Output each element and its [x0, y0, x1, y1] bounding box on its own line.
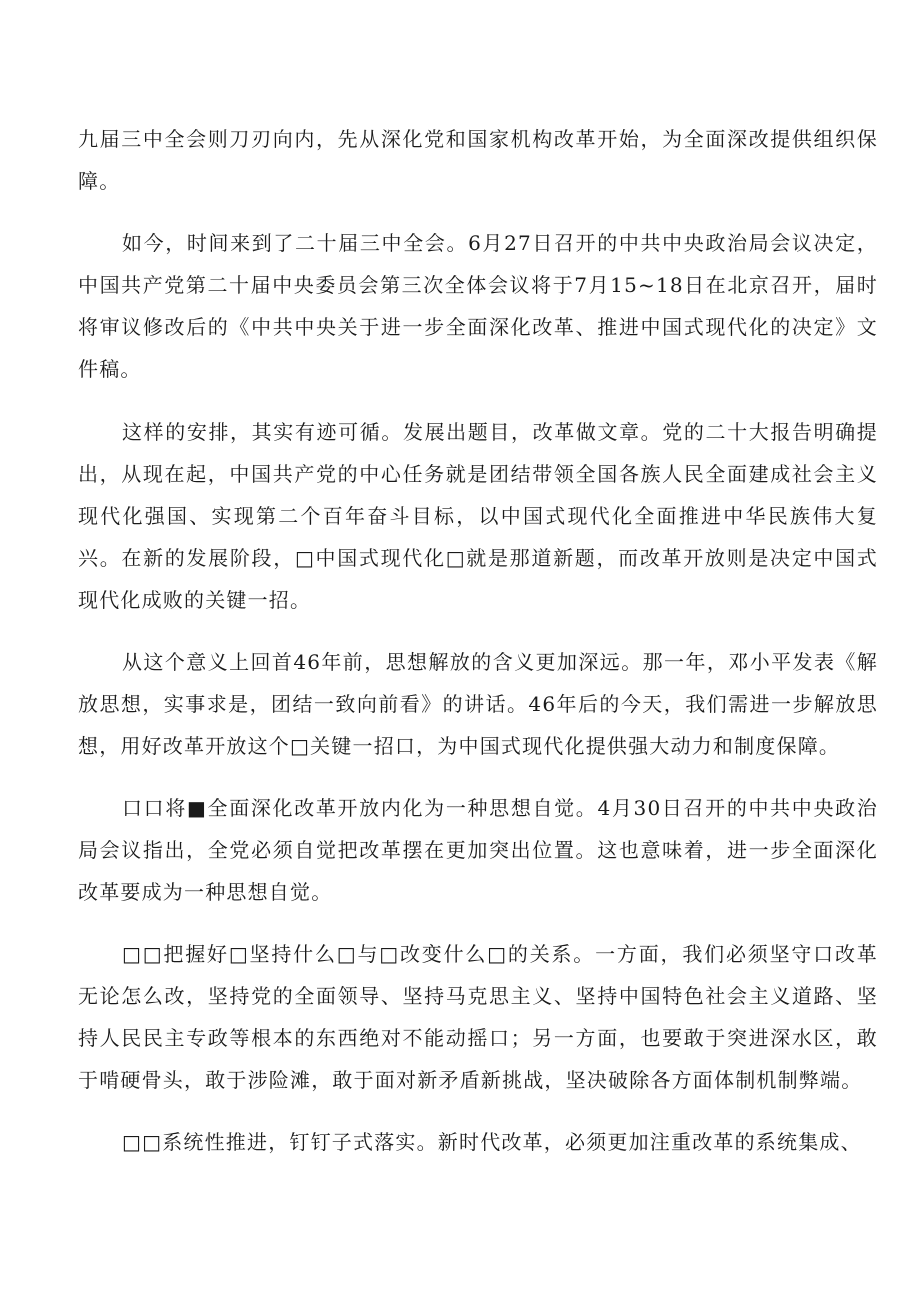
paragraph-6: □□把握好□坚持什么□与□改变什么□的关系。一方面，我们必须坚守口改革无论怎么改，坚持党的全面领导、坚持马克思主义、坚持中国特色社会主义道路、坚持人民民主专政等根本的东西绝对不能动摇口；另一方面，也要敢于突进深水区，敢于啃硬骨头，敢于涉险滩，敢于面对新矛盾新挑战，坚决破除各方面体制机制弊端。: [78, 942, 878, 1092]
paragraph-4: 从这个意义上回首46年前，思想解放的含义更加深远。那一年，邓小平发表《解放思想，实事求是，团结一致向前看》的讲话。46年后的今天，我们需进一步解放思想，用好改革开放这个□关键一招口，为中国式现代化提供强大动力和制度保障。: [78, 650, 878, 758]
paragraph-1: 九届三中全会则刀刃向内，先从深化党和国家机构改革开始，为全面深改提供组织保障。: [78, 127, 878, 193]
paragraph-3: 这样的安排，其实有迹可循。发展出题目，改革做文章。党的二十大报告明确提出，从现在起，中国共产党的中心任务就是团结带领全国各族人民全面建成社会主义现代化强国、实现第二个百年奋斗目标，以中国式现代化全面推进中华民族伟大复兴。在新的发展阶段，□中国式现代化□就是那道新题，而改革开放则是决定中国式现代化成败的关键一招。: [78, 420, 878, 612]
paragraph-2: 如今，时间来到了二十届三中全会。6月27日召开的中共中央政治局会议决定，中国共产党第二十届中央委员会第三次全体会议将于7月15~18日在北京召开，届时将审议修改后的《中共中央关于进一步全面深化改革、推进中国式现代化的决定》文件稿。: [78, 231, 878, 381]
paragraph-7: □□系统性推进，钉钉子式落实。新时代改革，必须更加注重改革的系统集成、: [122, 1130, 862, 1154]
paragraph-5: 口口将■全面深化改革开放内化为一种思想自觉。4月30日召开的中共中央政治局会议指出，全党必须自觉把改革摆在更加突出位置。这也意味着，进一步全面深化改革要成为一种思想自觉。: [78, 796, 878, 904]
